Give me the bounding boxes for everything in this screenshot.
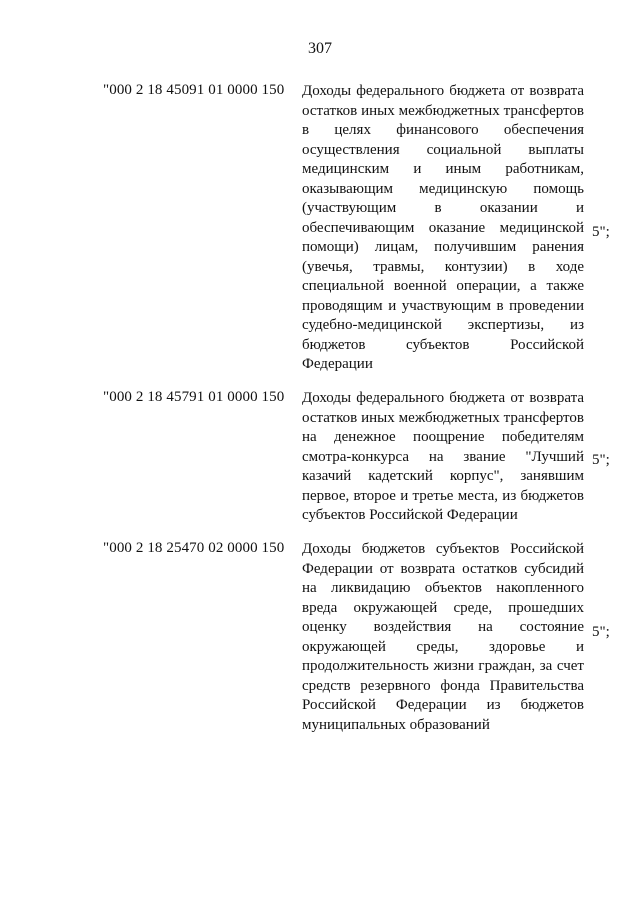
entry-description: Доходы бюджетов субъектов Российской Федерации от возврата остатков субсидий на ликвидацию объектов накопленного вреда окружающей среде, прошедших оценку воздействия на состояние окружающей среды, здоровье и продолжительность жизни граждан, за счет средств резервного фонда Правительства Российской Федерации из бюджетов муниципальных образований	[302, 541, 584, 733]
page-number: 307	[308, 40, 332, 57]
entry-suffix: 5";	[592, 624, 610, 640]
classification-code: "000 2 18 45791 01 0000 150	[103, 389, 285, 405]
entry-suffix: 5";	[592, 452, 610, 468]
classification-code: "000 2 18 45091 01 0000 150	[103, 82, 285, 98]
entry-suffix: 5";	[592, 224, 610, 240]
entry-description: Доходы федерального бюджета от возврата остатков иных межбюджетных трансфертов на денежное поощрение победителям смотра-конкурса на звание "Лучший казачий кадетский корпус", занявшим первое, второе и третье места, из бюджетов субъектов Российской Федерации	[302, 390, 584, 523]
classification-code: "000 2 18 25470 02 0000 150	[103, 540, 285, 556]
entry-description: Доходы федерального бюджета от возврата остатков иных межбюджетных трансфертов в целях финансового обеспечения осуществления социальной выплаты медицинским и иным работникам, оказывающим медицинскую помощь (участвующим в оказании и обеспечивающим оказание медицинской помощи) лицам, получившим ранения (увечья, травмы, контузии) в ходе специальной военной операции, а также проводящим и участвующим в проведении судебно-медицинской экспертизы, из бюджетов субъектов Российской Федерации	[302, 83, 584, 372]
